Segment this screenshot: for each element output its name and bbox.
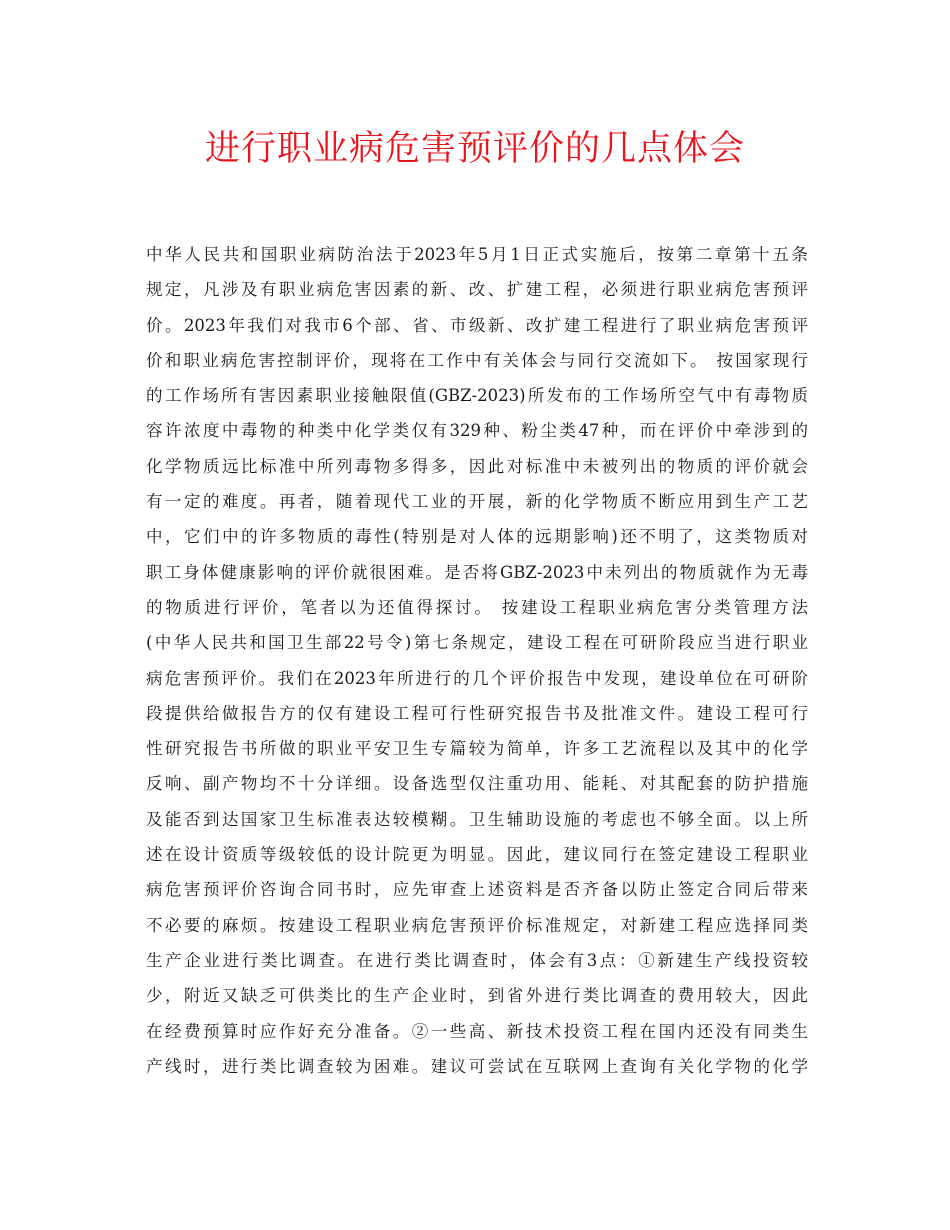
body-text-line: 不必要的麻烦。按建设工程职业病危害预评价标准规定，对新建工程应选择同类: [146, 915, 808, 935]
body-text-line: 有一定的难度。再者，随着现代工业的开展，新的化学物质不断应用到生产工艺: [146, 492, 808, 512]
body-text-line: 中，它们中的许多物质的毒性(特别是对人体的远期影响)还不明了，这类物质对: [146, 527, 808, 547]
body-text-line: 化学物质远比标准中所列毒物多得多，因此对标准中未被列出的物质的评价就会: [146, 456, 808, 476]
document-body: [146, 237, 808, 1084]
body-text-line: 述在设计资质等级较低的设计院更为明显。因此，建议同行在签定建设工程职业: [146, 845, 808, 865]
body-text-line: 中华人民共和国职业病防治法于2023年5月1日正式实施后，按第二章第十五条: [146, 245, 808, 264]
body-text-line: 的工作场所有害因素职业接触限值(GBZ-2023)所发布的工作场所空气中有毒物质: [146, 386, 808, 406]
body-text-line: 在经费预算时应作好充分准备。②一些高、新技术投资工程在国内还没有同类生: [146, 1021, 808, 1041]
body-text-line: (中华人民共和国卫生部22号令)第七条规定，建设工程在可研阶段应当进行职业: [146, 633, 808, 653]
body-text-line: 规定，凡涉及有职业病危害因素的新、改、扩建工程，必须进行职业病危害预评: [146, 280, 808, 300]
body-text-line: 价。2023年我们对我市6个部、省、市级新、改扩建工程进行了职业病危害预评: [146, 315, 808, 335]
body-text-line: 职工身体健康影响的评价就很困难。是否将GBZ-2023中未列出的物质就作为无毒: [146, 562, 808, 582]
body-text-line: 病危害预评价咨询合同书时，应先审查上述资料是否齐备以防止签定合同后带来: [146, 880, 808, 900]
body-text-line: 段提供给做报告方的仅有建设工程可行性研究报告书及批准文件。建设工程可行: [146, 703, 808, 723]
body-text-line: 病危害预评价。我们在2023年所进行的几个评价报告中发现，建设单位在可研阶: [146, 668, 808, 688]
body-text-line: 价和职业病危害控制评价，现将在工作中有关体会与同行交流如下。 按国家现行: [146, 350, 808, 370]
body-text-line: 生产企业进行类比调查。在进行类比调查时，体会有3点：①新建生产线投资较: [146, 950, 808, 970]
body-text-line: 性研究报告书所做的职业平安卫生专篇较为简单，许多工艺流程以及其中的化学: [146, 739, 808, 759]
body-text-line: 的物质进行评价，笔者以为还值得探讨。 按建设工程职业病危害分类管理方法: [146, 597, 808, 617]
body-text-line: 容许浓度中毒物的种类中化学类仅有329种、粉尘类47种，而在评价中牵涉到的: [146, 421, 808, 441]
body-text-line: 产线时，进行类比调查较为困难。建议可尝试在互联网上查询有关化学物的化学: [146, 1056, 808, 1076]
document-title: 进行职业病危害预评价的几点体会: [204, 129, 745, 169]
body-text-line: 少，附近又缺乏可供类比的生产企业时，到省外进行类比调查的费用较大，因此: [146, 986, 808, 1006]
body-text-line: 反响、副产物均不十分详细。设备选型仅注重功用、能耗、对其配套的防护措施: [146, 774, 808, 794]
body-text-line: 及能否到达国家卫生标准表达较模糊。卫生辅助设施的考虑也不够全面。以上所: [146, 809, 808, 829]
